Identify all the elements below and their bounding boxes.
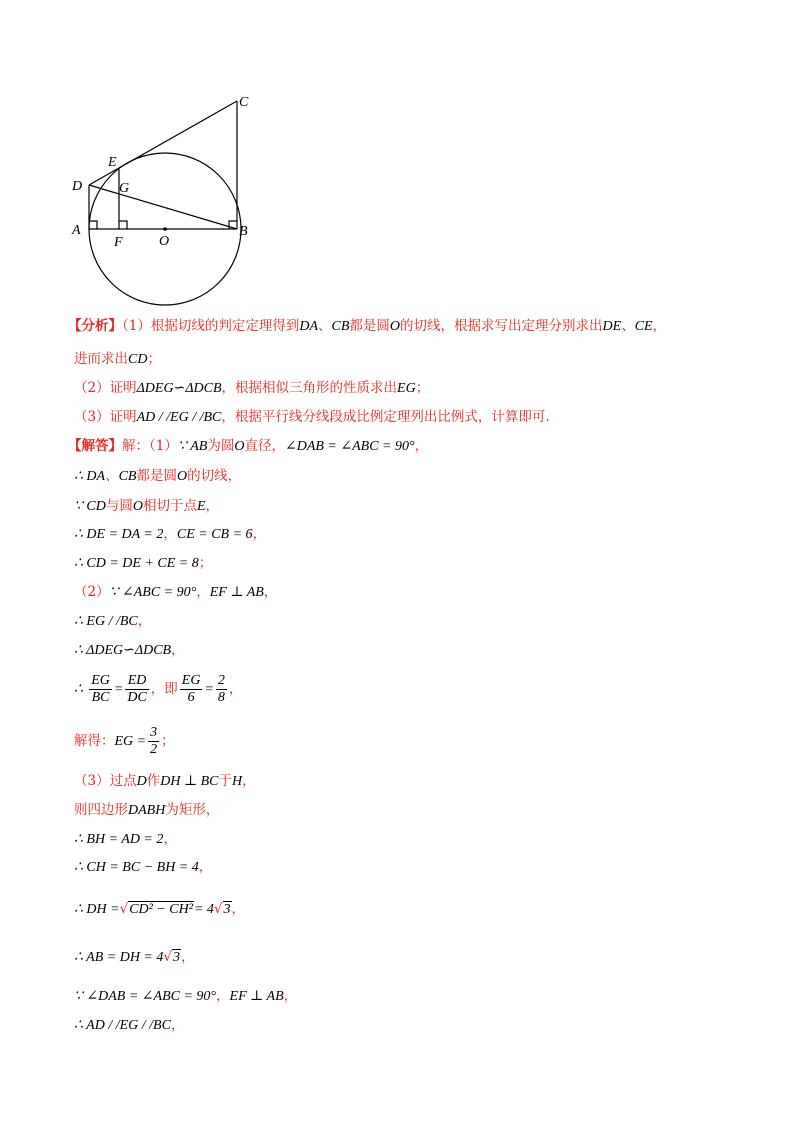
text: ， xyxy=(216,988,230,1004)
analysis-line-1 xyxy=(68,317,666,336)
text: ； xyxy=(147,351,161,367)
solution-line-5 xyxy=(74,554,212,573)
text: （1）根据切线的判定定理得到 xyxy=(122,318,300,334)
solution-line-4 xyxy=(74,525,266,544)
denominator: 8 xyxy=(217,690,225,705)
math: DH ⊥ BC xyxy=(160,774,219,789)
label-e: E xyxy=(108,155,117,170)
text: ， xyxy=(263,584,278,600)
text: ， xyxy=(231,901,245,917)
math: ∴ DH = xyxy=(74,902,120,917)
math: O xyxy=(234,439,245,454)
label-a: A xyxy=(72,223,81,238)
numerator: EG xyxy=(181,673,201,688)
sqrt-radicand: CD² − CH² xyxy=(129,902,193,917)
text: ； xyxy=(161,733,175,749)
denominator: BC xyxy=(91,690,110,705)
math: CE xyxy=(634,319,653,334)
text: ， xyxy=(163,526,177,542)
solution-line-12 xyxy=(74,801,219,820)
text: 、 xyxy=(105,468,119,484)
text: ， xyxy=(652,318,667,334)
text: ， xyxy=(252,526,267,542)
text: 相切于点 xyxy=(142,498,197,514)
math: ∠DAB = ∠ABC = 90° xyxy=(284,439,415,454)
math: EG xyxy=(397,381,416,396)
text: （3）证明 xyxy=(74,409,137,425)
math: ∴ DA xyxy=(74,469,106,484)
label-c: C xyxy=(239,95,249,110)
math: DABH xyxy=(128,803,166,818)
text: 的切线， xyxy=(187,468,242,484)
math: DE xyxy=(602,319,622,334)
solution-line-10 xyxy=(74,724,175,759)
fraction-3-2 xyxy=(148,725,159,758)
numerator: ED xyxy=(125,673,148,690)
text: 则四边形 xyxy=(74,802,128,818)
geometry-figure xyxy=(60,88,260,308)
text: 、 xyxy=(621,318,635,334)
math: EF ⊥ AB xyxy=(229,989,284,1004)
denominator: DC xyxy=(127,690,147,705)
math: ∵ CD xyxy=(74,499,106,514)
math: ∴ BH = AD = 2 xyxy=(74,832,164,847)
text: 直径， xyxy=(244,438,285,454)
math: O xyxy=(132,499,143,514)
text: ，根据相似三角形的性质求出 xyxy=(221,380,398,396)
text: ， xyxy=(171,642,185,658)
label-o: O xyxy=(159,234,170,249)
text: ； xyxy=(415,380,430,396)
text: 进而求出 xyxy=(74,351,128,367)
text: ， xyxy=(414,438,429,454)
text: 作 xyxy=(146,773,161,789)
solution-line-14 xyxy=(74,858,212,877)
denominator: 2 xyxy=(150,742,158,757)
math: DA xyxy=(299,319,319,334)
text: ， xyxy=(163,831,177,847)
solution-line-17 xyxy=(74,987,297,1006)
math: ∴ CD = DE + CE = 8 xyxy=(74,556,199,571)
fraction-eg-6 xyxy=(180,673,203,706)
analysis-line-3 xyxy=(74,379,429,398)
text: （2）证明 xyxy=(74,380,137,396)
text: ，即 xyxy=(150,681,178,697)
math: CD xyxy=(128,352,148,367)
math: ∴ EG / /BC xyxy=(74,614,138,629)
math: CE = CB = 6 xyxy=(176,527,253,542)
solution-line-7 xyxy=(74,612,151,631)
text: ， xyxy=(228,681,243,697)
text: ， xyxy=(180,949,195,965)
text: 为圆 xyxy=(207,438,235,454)
text: 为矩形， xyxy=(165,802,220,818)
text: （1） xyxy=(149,438,178,454)
text: 、 xyxy=(318,318,332,334)
math: AD / /EG / /BC xyxy=(136,410,222,425)
segment-dc xyxy=(89,101,237,185)
sqrt-radicand: 3 xyxy=(223,902,231,917)
label-g: G xyxy=(119,181,130,196)
right-angle-f xyxy=(119,221,127,229)
math: ∵ AB xyxy=(177,439,208,454)
text: 都是圆 xyxy=(349,318,390,334)
sqrt-radicand: 3 xyxy=(172,950,180,965)
text: ，根据平行线分线段成比例定理列出比例式，计算即可. xyxy=(221,409,550,425)
math: ∴ xyxy=(74,682,83,697)
text: ； xyxy=(198,555,213,571)
fraction-ed-dc xyxy=(125,673,148,706)
text: ， xyxy=(196,584,210,600)
solution-line-6 xyxy=(74,583,277,602)
solution-line-8 xyxy=(74,641,185,660)
text: ， xyxy=(283,988,298,1004)
text: ， xyxy=(242,773,256,789)
denominator: 6 xyxy=(187,690,195,705)
text: 都是圆 xyxy=(136,468,177,484)
math: H xyxy=(232,774,243,789)
center-dot xyxy=(163,227,167,231)
fraction-2-8 xyxy=(216,673,227,706)
text: ， xyxy=(198,859,213,875)
analysis-line-2 xyxy=(74,350,161,369)
math: ∴ ΔDEG∽ΔDCB xyxy=(74,643,172,658)
math: ΔDEG∽ΔDCB xyxy=(136,381,222,396)
text: 解得： xyxy=(74,733,115,749)
solution-line-1 xyxy=(68,437,428,456)
numerator: 2 xyxy=(217,673,225,688)
solution-line-3 xyxy=(74,497,219,516)
math: ∴ AD / /EG / /BC xyxy=(74,1018,171,1033)
math: = xyxy=(113,682,124,697)
text: （3）过点 xyxy=(74,773,137,789)
analysis-tag: 【分析】 xyxy=(68,318,122,334)
text: 于 xyxy=(218,773,232,789)
solution-line-2 xyxy=(74,467,241,486)
text: 的切线，根据求写出定理分别求出 xyxy=(400,318,603,334)
solution-line-15: ∴ DH =√CD² − CH²= 4√3， xyxy=(74,901,245,917)
math: O xyxy=(176,469,188,484)
right-angle-a xyxy=(89,221,97,229)
fraction-eg-bc xyxy=(89,673,112,706)
text: ， xyxy=(137,613,152,629)
math: EF ⊥ AB xyxy=(209,585,264,600)
solution-line-16: ∴ AB = DH = 4√3， xyxy=(74,949,195,965)
math: = 4 xyxy=(193,902,214,917)
math: EG = xyxy=(114,734,147,749)
text: ， xyxy=(205,498,220,514)
text: （2） xyxy=(74,584,110,600)
text: ， xyxy=(170,1017,185,1033)
solution-tag: 【解答】 xyxy=(68,438,122,454)
segment-db xyxy=(89,185,237,229)
math: O xyxy=(389,319,401,334)
solution-line-11 xyxy=(74,772,256,791)
math: D xyxy=(136,774,147,789)
analysis-line-4 xyxy=(74,408,550,427)
math: CB xyxy=(118,469,137,484)
solution-line-13 xyxy=(74,830,177,849)
math: ∴ DE = DA = 2 xyxy=(74,527,164,542)
label-b: B xyxy=(239,224,248,239)
label-d: D xyxy=(72,179,83,194)
math: ∵ ∠ABC = 90° xyxy=(109,585,197,600)
label-f: F xyxy=(114,235,123,250)
numerator: EG xyxy=(91,673,110,688)
math: = xyxy=(204,682,214,697)
numerator: 3 xyxy=(150,725,158,740)
text: 解： xyxy=(122,438,149,454)
math: ∴ CH = BC − BH = 4 xyxy=(74,860,199,875)
math: ∵ ∠DAB = ∠ABC = 90° xyxy=(74,989,217,1004)
solution-line-18 xyxy=(74,1016,184,1035)
text: 与圆 xyxy=(105,498,133,514)
math: E xyxy=(196,499,206,514)
math: ∴ AB = DH = 4 xyxy=(74,950,164,965)
solution-line-9 xyxy=(74,672,242,707)
math: CB xyxy=(331,319,350,334)
